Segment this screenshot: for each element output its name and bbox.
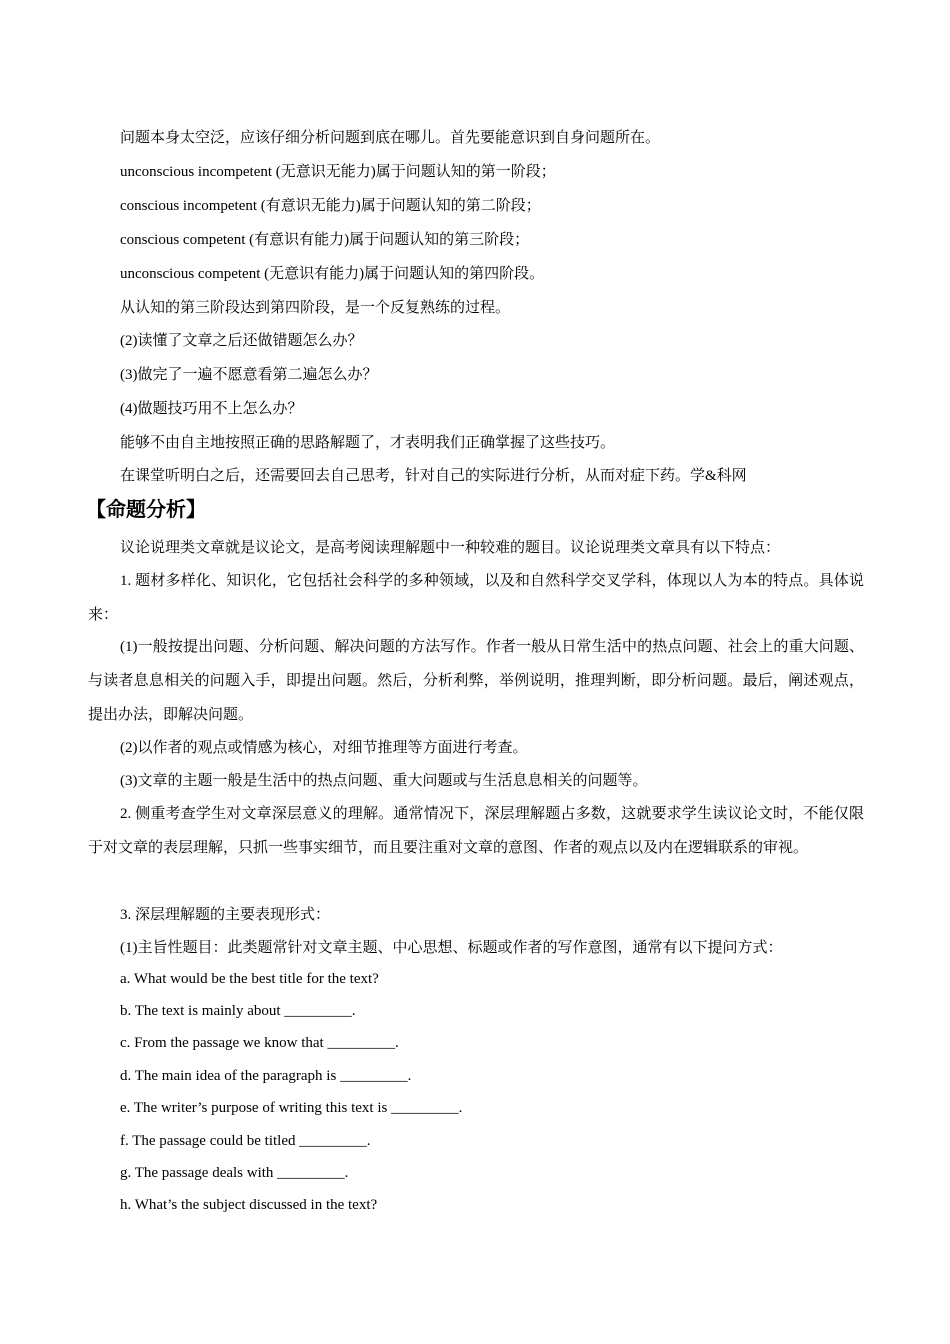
question-item: c. From the passage we know that _________.: [120, 1035, 399, 1051]
point-2-paragraph: 2. 侧重考查学生对文章深层意义的理解。通常情况下，深层理解题占多数，这就要求学生读议论文时，不能仅限于对文章的表层理解，只抓一些事实细节，而且要注重对文章的意图、作者的观点以及内在逻辑联系的审视。: [88, 806, 864, 856]
question-item: f. The passage could be titled _________.: [120, 1133, 371, 1149]
point-1-sub-2-paragraph: (2)以作者的观点或情感为核心，对细节推理等方面进行考查。: [120, 740, 528, 756]
question-item: b. The text is mainly about _________.: [120, 1003, 356, 1019]
text-line: unconscious competent (无意识有能力)属于问题认知的第四阶段。: [120, 266, 545, 282]
text-line: unconscious incompetent (无意识无能力)属于问题认知的第一阶段；: [120, 164, 556, 180]
text-line: (3)做完了一遍不愿意看第二遍怎么办？: [120, 367, 378, 383]
text-line: 能够不由自主地按照正确的思路解题了，才表明我们正确掌握了这些技巧。: [120, 435, 616, 451]
text-line: conscious competent (有意识有能力)属于问题认知的第三阶段；: [120, 232, 530, 248]
text-line: conscious incompetent (有意识无能力)属于问题认知的第二阶段；: [120, 198, 541, 214]
intro-paragraph: 议论说理类文章就是议论文，是高考阅读理解题中一种较难的题目。议论说理类文章具有以下特点：: [120, 540, 781, 556]
question-item: g. The passage deals with _________.: [120, 1165, 349, 1181]
text-line: (2)读懂了文章之后还做错题怎么办？: [120, 333, 363, 349]
question-item: h. What’s the subject discussed in the text?: [120, 1197, 378, 1213]
text-line: 在课堂听明白之后，还需要回去自己思考，针对自己的实际进行分析，从而对症下药。学&科网: [120, 468, 747, 484]
text-line: 问题本身太空泛，应该仔细分析问题到底在哪儿。首先要能意识到自身问题所在。: [120, 130, 661, 146]
section-heading: 【命题分析】: [86, 497, 206, 521]
point-1-paragraph: 1. 题材多样化、知识化，它包括社会科学的多种领域，以及和自然科学交叉学科，体现以人为本的特点。具体说来：: [88, 573, 864, 623]
point-3-sub-1-paragraph: (1)主旨性题目：此类题常针对文章主题、中心思想、标题或作者的写作意图，通常有以下提问方式：: [120, 940, 783, 956]
question-item: d. The main idea of the paragraph is _________.: [120, 1068, 412, 1084]
text-line: 从认知的第三阶段达到第四阶段，是一个反复熟练的过程。: [120, 300, 511, 316]
text-line: (4)做题技巧用不上怎么办？: [120, 401, 303, 417]
point-1-sub-3-paragraph: (3)文章的主题一般是生活中的热点问题、重大问题或与生活息息相关的问题等。: [120, 773, 648, 789]
question-item: a. What would be the best title for the text?: [120, 971, 379, 987]
point-3-paragraph: 3. 深层理解题的主要表现形式：: [120, 907, 331, 923]
question-item: e. The writer’s purpose of writing this text is _________.: [120, 1100, 463, 1116]
point-1-sub-1-paragraph: (1)一般按提出问题、分析问题、解决问题的方法写作。作者一般从日常生活中的热点问题、社会上的重大问题、与读者息息相关的问题入手，即提出问题。然后，分析利弊，举例说明，推理判断，即分析问题。最后，阐述观点，提出办法，即解决问题。: [88, 639, 864, 723]
